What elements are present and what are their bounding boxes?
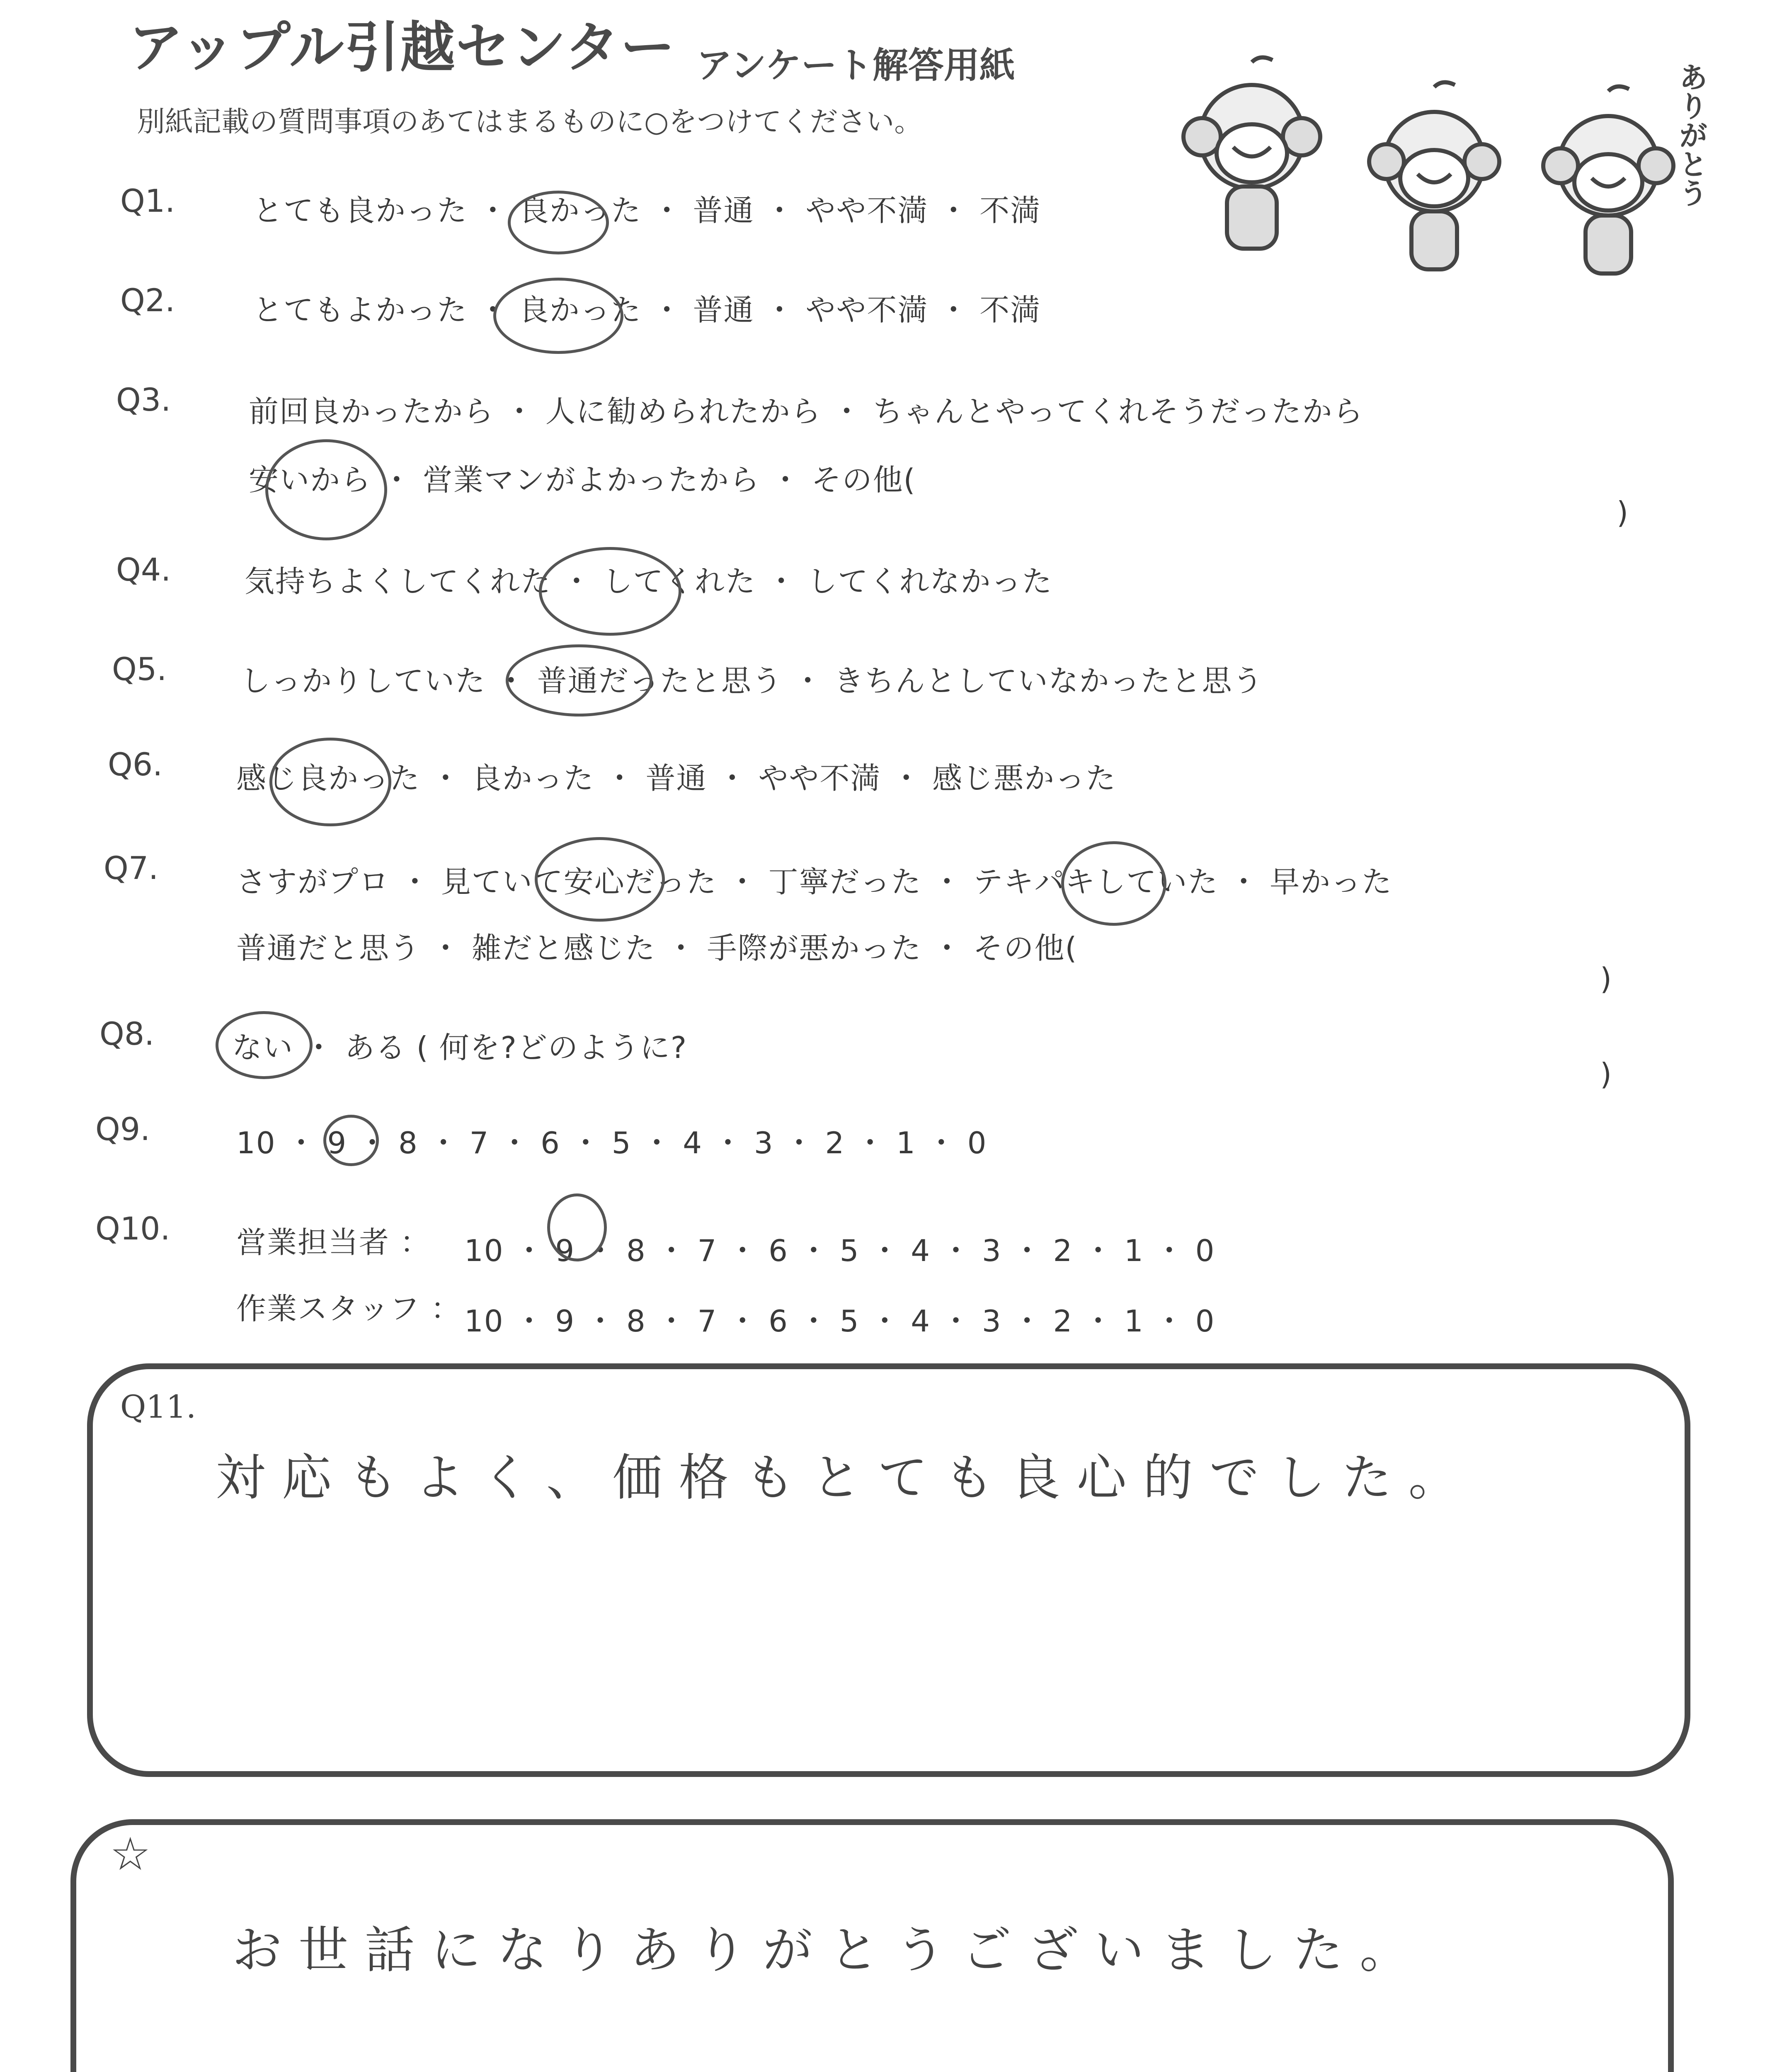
q7-options-line1: さすがプロ ・ 見ていて安心だった ・ 丁寧だった ・ テキパキしていた ・ 早かった (236, 864, 1393, 899)
q10-sales-answer-circle (547, 1193, 607, 1261)
q7-other-close: ) (1600, 961, 1612, 996)
q8-options: ない ・ ある ( 何を?どのように? (232, 1030, 688, 1065)
q2-label: Q2. (120, 282, 175, 319)
q6-answer-circle (269, 738, 391, 826)
q3-options-line1: 前回良かったから ・ 人に勧められたから ・ ちゃんとやってくれそうだったから (249, 394, 1364, 429)
q1-answer-circle (508, 191, 609, 254)
q7-answer-circle-2 (1061, 841, 1166, 926)
q2-options: とてもよかった ・ 良かった ・ 普通 ・ やや不満 ・ 不満 (253, 293, 1041, 327)
q10-staff-label: 作業スタッフ ： (236, 1291, 461, 1326)
form-subtitle: アンケート解答用紙 (696, 45, 1015, 86)
form-title: アップル引越センター (128, 16, 676, 80)
q5-label: Q5. (112, 651, 167, 687)
q2-answer-circle (493, 278, 623, 354)
q7-answer-circle-1 (535, 837, 665, 922)
q4-options: 気持ちよくしてくれた ・ してくれた ・ してくれなかった (245, 564, 1053, 599)
q7-options-line2: 普通だと思う ・ 雑だと感じた ・ 手際が悪かった ・ その他( (236, 931, 1078, 966)
q3-options-line2: 安いから ・ 営業マンがよかったから ・ その他( (249, 462, 916, 497)
q4-answer-circle (539, 547, 681, 636)
q8-close: ) (1600, 1057, 1612, 1092)
q11-handwritten-comment: 対応もよく、価格もとても良心的でした。 (216, 1449, 1475, 1507)
q10-sales-scale: 10 ・ 9 ・ 8 ・ 7 ・ 6 ・ 5 ・ 4 ・ 3 ・ 2 ・ 1 ・ 0 (464, 1233, 1215, 1268)
q11-label: Q11. (120, 1388, 196, 1425)
q3-answer-circle (265, 439, 387, 540)
q10-staff-scale: 10 ・ 9 ・ 8 ・ 7 ・ 6 ・ 5 ・ 4 ・ 3 ・ 2 ・ 1 ・ 0 (464, 1304, 1215, 1339)
star-icon: ☆ (110, 1828, 151, 1881)
q6-label: Q6. (108, 746, 163, 783)
q9-answer-circle (323, 1115, 379, 1166)
q5-options: しっかりしていた ・ 普通だったと思う ・ きちんとしていなかったと思う (240, 663, 1263, 698)
monkey-mascot-illustration (1136, 46, 1716, 278)
q3-other-close: ) (1617, 495, 1629, 530)
q10-sales-label: 営業担当者 ： (236, 1225, 431, 1260)
q6-options: 感じ良かった ・ 良かった ・ 普通 ・ やや不満 ・ 感じ悪かった (236, 761, 1117, 796)
q9-scale: 10 ・ 9 ・ 8 ・ 7 ・ 6 ・ 5 ・ 4 ・ 3 ・ 2 ・ 1 ・ 0 (236, 1126, 987, 1160)
q5-answer-circle (506, 644, 652, 716)
q8-answer-circle (216, 1011, 313, 1079)
q10-label: Q10. (95, 1210, 170, 1247)
q3-label: Q3. (116, 381, 171, 418)
mascot-caption: ありがとう (1674, 62, 1708, 207)
q8-label: Q8. (99, 1015, 155, 1052)
q7-label: Q7. (104, 850, 159, 886)
q4-label: Q4. (116, 551, 171, 588)
q1-options: とても良かった ・ 良かった ・ 普通 ・ やや不満 ・ 不満 (253, 193, 1041, 228)
star-handwritten-comment: お世話になりありがとうございました。 (232, 1922, 1426, 1979)
q11-comment-box (87, 1363, 1690, 1777)
q9-label: Q9. (95, 1111, 150, 1147)
instructions: 別紙記載の質問事項のあてはまるものに○をつけてください。 (137, 106, 923, 138)
q1-label: Q1. (120, 182, 175, 219)
